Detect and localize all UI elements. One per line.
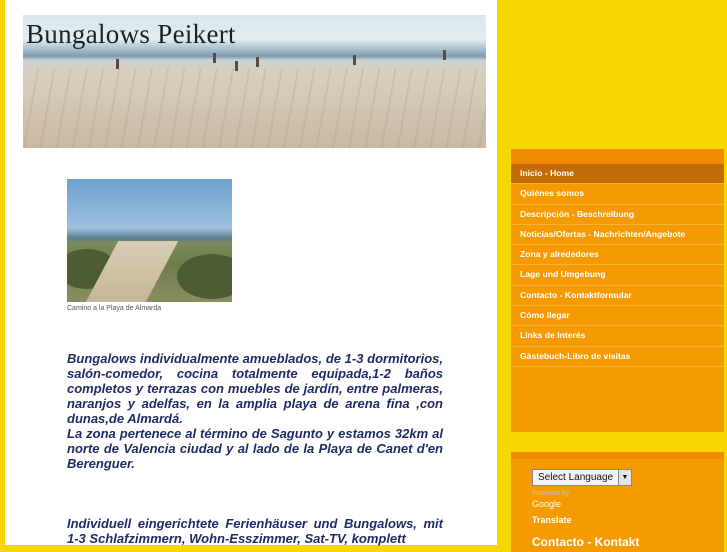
photo-caption: Camino a la Playa de Almarda (67, 305, 162, 312)
translate-link[interactable]: Translate (532, 515, 572, 525)
beach-person (213, 53, 216, 63)
intro-paragraph-de: Individuell eingerichtete Ferienhäuser und Bungalows, mit 1-3 Schlafzimmern, Wohn-Esszimmer, Sat-TV, komplett (67, 516, 443, 546)
chevron-down-icon[interactable]: ▼ (618, 470, 631, 485)
beach-person (256, 57, 259, 67)
nav-item-directions[interactable]: Cómo llegar (511, 306, 724, 326)
header-banner (23, 15, 486, 148)
beach-sand (23, 68, 486, 148)
site-title: Bungalows Peikert (26, 19, 236, 49)
nav-item-area[interactable]: Zona y alrededores (511, 245, 724, 265)
contact-heading: Contacto - Kontakt (532, 535, 640, 549)
sidebar-nav (511, 149, 724, 432)
beach-person (235, 61, 238, 71)
language-select-label: Select Language (538, 472, 614, 483)
intro-paragraph-es (67, 351, 443, 471)
location-es: La zona pertenece al término de Sagunto y estamos 32km al norte de Valencia ciudad y al lado de la Playa de Canet d'en Berenguer. (67, 426, 443, 471)
dune-bush (177, 254, 232, 299)
nav-item-description[interactable]: Descripción - Beschreibung (511, 205, 724, 225)
nav-item-location[interactable]: Lage und Umgebung (511, 265, 724, 285)
language-select[interactable] (532, 469, 632, 486)
beach-person (353, 55, 356, 65)
nav-item-home[interactable]: Inicio - Home (511, 164, 724, 184)
beach-person (116, 59, 119, 69)
nav-item-about[interactable]: Quiénes somos (511, 184, 724, 204)
beach-path-photo (67, 179, 232, 302)
powered-by-label: Powered by (532, 490, 569, 497)
nav-item-news[interactable]: Noticias/Ofertas - Nachrichten/Angebote (511, 225, 724, 245)
nav-item-guestbook[interactable]: Gästebuch-Libro de visitas (511, 347, 724, 367)
nav-item-links[interactable]: Links de Interés (511, 326, 724, 346)
google-logo: Google (532, 499, 562, 509)
description-es: Bungalows individualmente amueblados, de 1-3 dormitorios, salón-comedor, cocina totalmente equipada,1-2 baños completos y terrazas con muebles de jardín, entre palmeras, naranjos y adelfas, en la amplia playa de arena fina ,con dunas,de Almardá. (67, 351, 443, 426)
translate-widget (511, 452, 724, 552)
beach-person (443, 50, 446, 60)
nav-item-contact-form[interactable]: Contacto - Kontaktformular (511, 286, 724, 306)
